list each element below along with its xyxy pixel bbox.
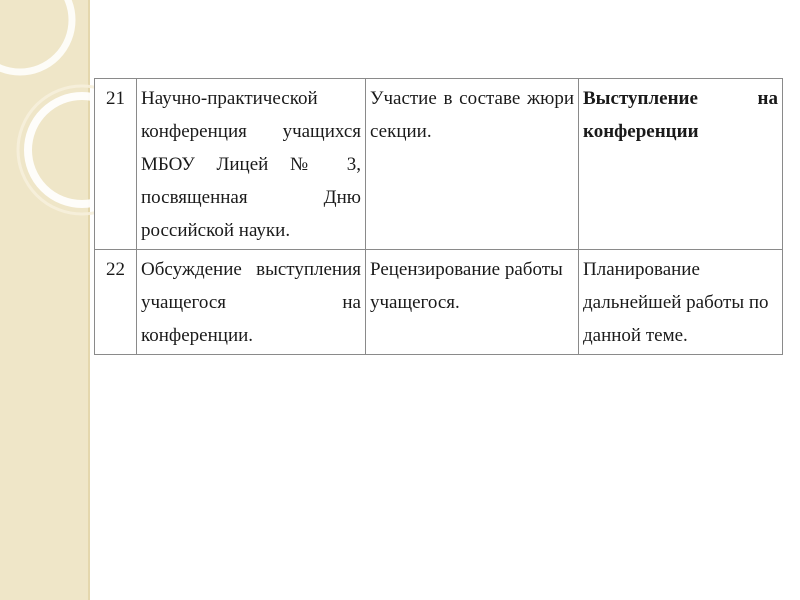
row-number: 21	[95, 79, 137, 250]
role-cell: Участие в составе жюри секции.	[366, 79, 579, 250]
activity-table	[94, 78, 783, 355]
role-cell: Рецензирование работы учащегося.	[366, 250, 579, 355]
row-number: 22	[95, 250, 137, 355]
event-cell: Научно-практической конференция учащихся МБОУ Лицей № 3, посвященная Дню российской науки.	[137, 79, 366, 250]
event-cell: Обсуждение выступления учащегося на конференции.	[137, 250, 366, 355]
result-cell: Выступление на конференции	[579, 79, 783, 250]
table-row	[95, 250, 783, 355]
result-cell: Планирование дальнейшей работы по данной теме.	[579, 250, 783, 355]
table-row	[95, 79, 783, 250]
